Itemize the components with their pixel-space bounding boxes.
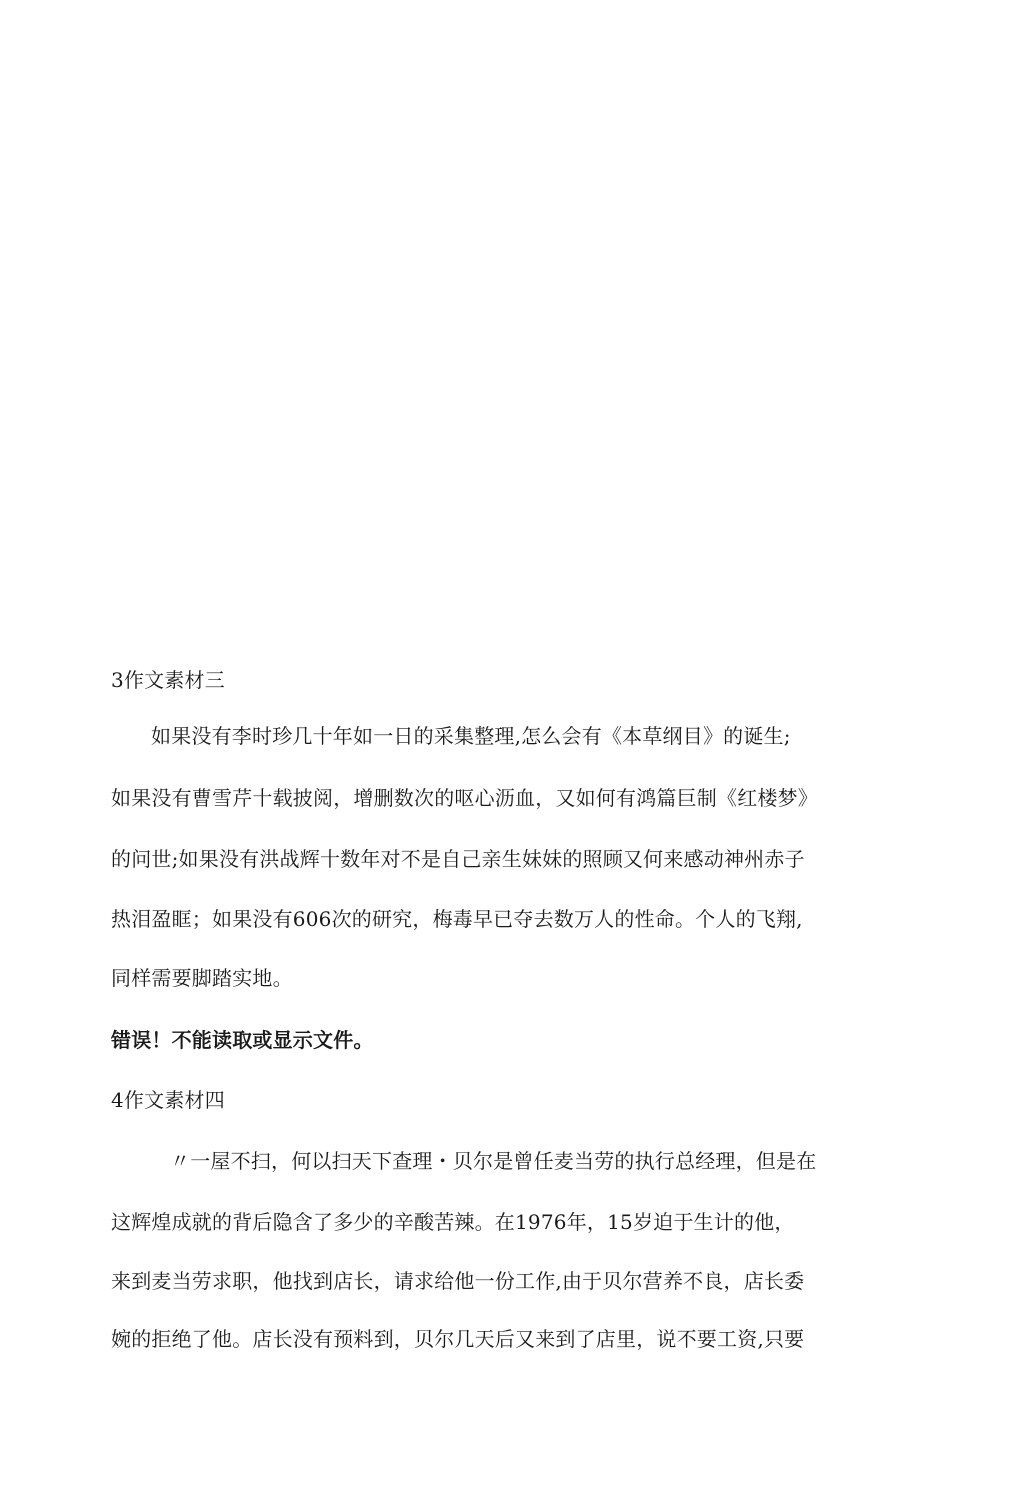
- section4-line-4: 婉的拒绝了他。店长没有预料到，贝尔几天后又来到了店里，说不要工资,只要: [111, 1327, 805, 1351]
- section4-line-3: 来到麦当劳求职，他找到店长，请求给他一份工作,由于贝尔营养不良，店长委: [111, 1269, 805, 1293]
- section3-line-3: 的问世;如果没有洪战辉十数年对不是自己亲生妹妹的照顾又何来感动神州赤子: [111, 847, 805, 871]
- section3-heading: 3作文素材三: [111, 668, 225, 692]
- error-message: 错误！不能读取或显示文件。: [111, 1028, 374, 1052]
- section3-line-5: 同样需要脚踏实地。: [111, 966, 293, 990]
- section4-line-1: 〃一屋不扫，何以扫天下查理・贝尔是曾任麦当劳的执行总经理，但是在: [170, 1149, 817, 1173]
- section4-heading: 4作文素材四: [111, 1088, 225, 1112]
- section3-line-4: 热泪盈眶；如果没有606次的研究，梅毒早已夺去数万人的性命。个人的飞翔,: [111, 907, 803, 931]
- section4-line-2: 这辉煌成就的背后隐含了多少的辛酸苦辣。在1976年，15岁迫于生计的他，: [111, 1210, 795, 1234]
- section3-line-1: 如果没有李时珍几十年如一日的采集整理,怎么会有《本草纲目》的诞生;: [151, 724, 791, 748]
- section3-line-2: 如果没有曹雪芹十载披阅，增删数次的呕心沥血，又如何有鸿篇巨制《红楼梦》: [111, 786, 818, 810]
